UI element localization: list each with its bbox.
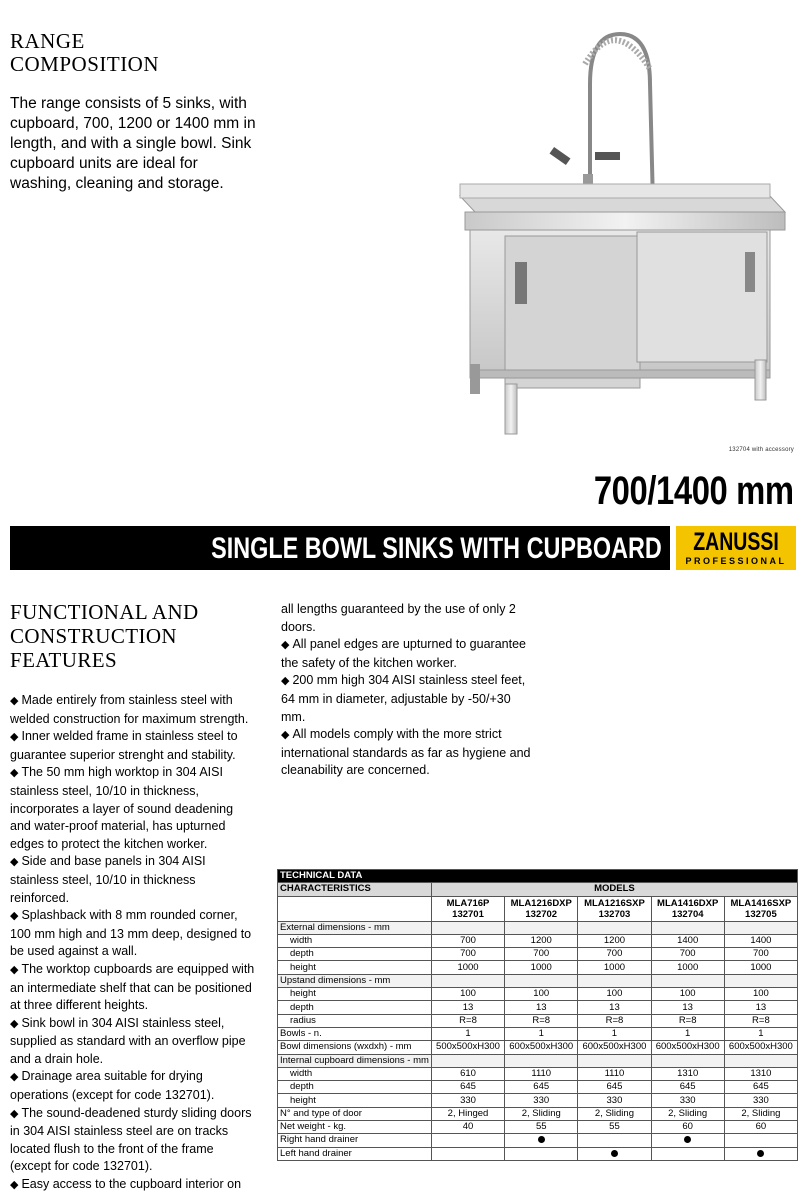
sink-cabinet-image — [455, 24, 795, 444]
table-row — [278, 1094, 798, 1107]
size-title: 700/1400 mm — [594, 469, 794, 513]
table-row — [278, 1081, 798, 1094]
row-label: height — [278, 961, 432, 974]
models-header: MODELS — [431, 883, 797, 896]
table-cell: 2, Sliding — [724, 1107, 797, 1120]
feature-text: Sink bowl in 304 AISI stainless steel, supplied as standard with an overflow pipe and a drain hole. — [10, 1015, 246, 1066]
table-cell: 55 — [578, 1121, 651, 1134]
row-label: Upstand dimensions - mm — [278, 974, 432, 987]
bullet-diamond-icon: ◆ — [10, 856, 19, 869]
table-cell — [431, 1054, 504, 1067]
table-cell: 645 — [651, 1081, 724, 1094]
model-code: 132704 — [671, 908, 704, 920]
table-cell: 330 — [651, 1094, 724, 1107]
technical-data-table — [277, 869, 798, 1161]
table-cell: 2, Sliding — [505, 1107, 578, 1120]
table-cell — [578, 974, 651, 987]
table-row — [278, 1014, 798, 1027]
range-description: The range consists of 5 sinks, with cupboard, 700, 1200 or 1400 mm in length, and with a single bowl. Sink cupboard units are ideal for washing, cleaning and storage. — [10, 95, 256, 192]
feature-text: All panel edges are upturned to guarantee the safety of the kitchen worker. — [281, 637, 526, 670]
table-cell — [578, 921, 651, 934]
table-cell: 2, Hinged — [431, 1107, 504, 1120]
features-heading: FUNCTIONAL AND CONSTRUCTION FEATURES — [10, 600, 199, 672]
table-row — [278, 1054, 798, 1067]
feature-item — [10, 1176, 255, 1195]
table-cell: 1000 — [578, 961, 651, 974]
table-cell: 1 — [431, 1027, 504, 1040]
table-cell: R=8 — [431, 1014, 504, 1027]
table-row — [278, 948, 798, 961]
table-cell — [578, 1054, 651, 1067]
model-header-cell — [578, 896, 651, 921]
table-cell: 700 — [578, 948, 651, 961]
table-cell: 600x500xH300 — [724, 1041, 797, 1054]
table-cell: 1200 — [505, 934, 578, 947]
feature-item — [281, 601, 533, 636]
table-cell — [651, 1054, 724, 1067]
table-cell: 700 — [431, 934, 504, 947]
features-list-right — [281, 601, 533, 780]
row-label: depth — [278, 948, 432, 961]
table-cell: 1 — [505, 1027, 578, 1040]
feature-text: The sound-deadened sturdy sliding doors in 304 AISI stainless steel are on tracks located flush to the front of the frame (except for code 132701). — [10, 1105, 252, 1174]
table-cell: 1110 — [578, 1067, 651, 1080]
table-cell: R=8 — [651, 1014, 724, 1027]
row-label: depth — [278, 1001, 432, 1014]
dot-icon — [538, 1136, 545, 1143]
row-label: height — [278, 988, 432, 1001]
bullet-diamond-icon: ◆ — [10, 767, 19, 780]
table-cell: 1000 — [505, 961, 578, 974]
table-cell: R=8 — [724, 1014, 797, 1027]
model-name: MLA1216SXP — [584, 897, 645, 909]
table-row — [278, 974, 798, 987]
table-cell — [651, 974, 724, 987]
bullet-diamond-icon: ◆ — [10, 731, 19, 744]
table-cell: 13 — [724, 1001, 797, 1014]
table-cell: 13 — [505, 1001, 578, 1014]
table-cell — [505, 1134, 578, 1147]
table-cell: 1 — [724, 1027, 797, 1040]
table-cell: 1400 — [651, 934, 724, 947]
bullet-diamond-icon: ◆ — [10, 1017, 19, 1030]
table-cell: 600x500xH300 — [505, 1041, 578, 1054]
feature-item — [281, 636, 533, 672]
table-cell: 1 — [651, 1027, 724, 1040]
bullet-diamond-icon: ◆ — [281, 675, 290, 688]
bullet-diamond-icon: ◆ — [10, 963, 19, 976]
table-cell: 1110 — [505, 1067, 578, 1080]
model-code: 132703 — [598, 908, 631, 920]
table-cell: 100 — [578, 988, 651, 1001]
table-cell: 700 — [431, 948, 504, 961]
table-cell: 330 — [505, 1094, 578, 1107]
model-header-cell — [651, 896, 724, 921]
table-cell — [724, 1134, 797, 1147]
dot-icon — [757, 1150, 764, 1157]
table-cell: 1 — [578, 1027, 651, 1040]
row-label: height — [278, 1094, 432, 1107]
bullet-diamond-icon: ◆ — [10, 695, 19, 707]
table-cell: 645 — [505, 1081, 578, 1094]
table-cell — [505, 921, 578, 934]
table-cell: 1310 — [724, 1067, 797, 1080]
table-cell: 330 — [431, 1094, 504, 1107]
feature-text: Easy access to the cupboard interior on — [21, 1177, 242, 1192]
table-cell — [724, 1054, 797, 1067]
model-code: 132702 — [525, 908, 558, 920]
table-cell — [505, 1147, 578, 1160]
table-cell: 645 — [724, 1081, 797, 1094]
feature-text: All models comply with the more strict international standards as far as hygiene and cleanability are concerned. — [281, 727, 531, 778]
feature-item — [10, 1015, 255, 1069]
row-label: width — [278, 934, 432, 947]
table-cell: 100 — [505, 988, 578, 1001]
table-cell: R=8 — [505, 1014, 578, 1027]
dot-icon — [611, 1150, 618, 1157]
table-cell: 1310 — [651, 1067, 724, 1080]
row-label: Net weight - kg. — [278, 1121, 432, 1134]
feature-text: Made entirely from stainless steel with welded construction for maximum strength. — [10, 693, 249, 726]
table-row — [278, 934, 798, 947]
table-row — [278, 1134, 798, 1147]
brand-name: ZANUSSI — [693, 528, 779, 556]
feature-item — [10, 853, 255, 907]
table-cell: R=8 — [578, 1014, 651, 1027]
table-cell: 330 — [724, 1094, 797, 1107]
table-cell: 100 — [724, 988, 797, 1001]
table-row — [278, 1107, 798, 1120]
table-cell — [651, 1147, 724, 1160]
model-label-cell — [278, 896, 432, 921]
table-cell: 1000 — [724, 961, 797, 974]
feature-text: 200 mm high 304 AISI stainless steel feet, 64 mm in diameter, adjustable by -50/+30 mm. — [281, 673, 526, 724]
brand-subtitle: PROFESSIONAL — [685, 556, 787, 566]
model-name: MLA1416SXP — [730, 897, 792, 909]
table-cell — [724, 1147, 797, 1160]
feature-text: The worktop cupboards are equipped with an intermediate shelf that can be positioned at three different heights. — [10, 961, 255, 1013]
range-heading: RANGE COMPOSITION — [10, 29, 160, 76]
table-cell: 13 — [431, 1001, 504, 1014]
feature-text: The 50 mm high worktop in 304 AISI stainless steel, 10/10 in thickness, incorporates a layer of sound deadening and water-proof material, has upturned edges to protect the kitchen worker. — [10, 765, 234, 851]
table-row — [278, 921, 798, 934]
main-title: SINGLE BOWL SINKS WITH CUPBOARD — [211, 532, 662, 565]
feature-item — [10, 1068, 255, 1104]
table-cell: 1000 — [431, 961, 504, 974]
tech-title: TECHNICAL DATA — [278, 870, 798, 883]
model-name: MLA1416DXP — [657, 897, 719, 909]
table-cell: 645 — [431, 1081, 504, 1094]
table-cell — [651, 921, 724, 934]
image-caption: 132704 with accessory — [728, 447, 794, 453]
table-cell: 55 — [505, 1121, 578, 1134]
table-cell: 330 — [578, 1094, 651, 1107]
feature-item — [10, 728, 255, 764]
table-cell: 2, Sliding — [578, 1107, 651, 1120]
table-cell: 13 — [651, 1001, 724, 1014]
feature-item — [281, 672, 533, 726]
bullet-diamond-icon: ◆ — [10, 1107, 19, 1120]
feature-text: Splashback with 8 mm rounded corner, 100 mm high and 13 mm deep, designed to be used against a wall. — [10, 908, 252, 959]
feature-item — [10, 692, 255, 728]
feature-item — [281, 726, 533, 780]
row-label: radius — [278, 1014, 432, 1027]
table-row — [278, 1027, 798, 1040]
table-row — [278, 1001, 798, 1014]
model-code: 132705 — [745, 908, 777, 920]
table-row — [278, 1147, 798, 1160]
table-cell — [505, 1054, 578, 1067]
feature-text: Inner welded frame in stainless steel to guarantee superior strenght and stability. — [10, 729, 238, 762]
table-cell — [724, 974, 797, 987]
table-cell: 2, Sliding — [651, 1107, 724, 1120]
feature-item — [10, 1105, 255, 1176]
model-name: MLA1216DXP — [510, 897, 572, 909]
table-cell: 13 — [578, 1001, 651, 1014]
bullet-diamond-icon: ◆ — [10, 1179, 19, 1192]
row-label: Right hand drainer — [278, 1134, 432, 1147]
table-cell: 1000 — [651, 961, 724, 974]
feature-item — [10, 907, 255, 961]
table-cell: 1200 — [578, 934, 651, 947]
row-label: depth — [278, 1081, 432, 1094]
table-cell: 645 — [578, 1081, 651, 1094]
table-row — [278, 1041, 798, 1054]
table-cell — [578, 1134, 651, 1147]
feature-text: Side and base panels in 304 AISI stainless steel, 10/10 in thickness reinforced. — [10, 854, 206, 905]
bullet-diamond-icon: ◆ — [10, 1071, 19, 1084]
table-row — [278, 1067, 798, 1080]
table-cell: 610 — [431, 1067, 504, 1080]
table-cell — [431, 974, 504, 987]
model-row — [278, 896, 798, 921]
row-label: width — [278, 1067, 432, 1080]
feature-continuation: all lengths guaranteed by the use of only 2 doors. — [281, 602, 516, 634]
table-cell: 100 — [431, 988, 504, 1001]
table-cell — [724, 921, 797, 934]
feature-item — [10, 961, 255, 1015]
tech-body — [278, 921, 798, 1160]
row-label: Internal cupboard dimensions - mm — [278, 1054, 432, 1067]
table-cell: 500x500xH300 — [431, 1041, 504, 1054]
row-label: Bowl dimensions (wxdxh) - mm — [278, 1041, 432, 1054]
row-label: External dimensions - mm — [278, 921, 432, 934]
table-cell: 700 — [724, 948, 797, 961]
model-header-cell — [431, 896, 504, 921]
title-bar — [10, 526, 670, 570]
table-row — [278, 1121, 798, 1134]
table-cell — [431, 1147, 504, 1160]
table-cell: 100 — [651, 988, 724, 1001]
bullet-diamond-icon: ◆ — [10, 910, 19, 923]
features-list-left — [10, 692, 255, 1195]
row-label: Bowls - n. — [278, 1027, 432, 1040]
table-cell — [505, 974, 578, 987]
model-code: 132701 — [452, 908, 484, 920]
table-cell — [578, 1147, 651, 1160]
table-cell: 600x500xH300 — [578, 1041, 651, 1054]
model-header-cell — [505, 896, 578, 921]
feature-item — [10, 764, 255, 853]
table-cell: 600x500xH300 — [651, 1041, 724, 1054]
table-cell: 40 — [431, 1121, 504, 1134]
bullet-diamond-icon: ◆ — [281, 729, 290, 742]
characteristics-header: CHARACTERISTICS — [278, 883, 432, 896]
table-cell: 700 — [505, 948, 578, 961]
table-cell — [651, 1134, 724, 1147]
bullet-diamond-icon: ◆ — [281, 639, 290, 652]
table-cell: 60 — [724, 1121, 797, 1134]
row-label: N° and type of door — [278, 1107, 432, 1120]
model-name: MLA716P — [446, 897, 490, 909]
model-header-cell — [724, 896, 797, 921]
table-cell — [431, 921, 504, 934]
table-cell: 700 — [651, 948, 724, 961]
brand-logo — [676, 526, 796, 570]
table-row — [278, 988, 798, 1001]
table-cell: 1400 — [724, 934, 797, 947]
table-row — [278, 961, 798, 974]
feature-text: Drainage area suitable for drying operations (except for code 132701). — [10, 1069, 215, 1103]
row-label: Left hand drainer — [278, 1147, 432, 1160]
table-cell: 60 — [651, 1121, 724, 1134]
table-cell — [431, 1134, 504, 1147]
dot-icon — [684, 1136, 691, 1143]
